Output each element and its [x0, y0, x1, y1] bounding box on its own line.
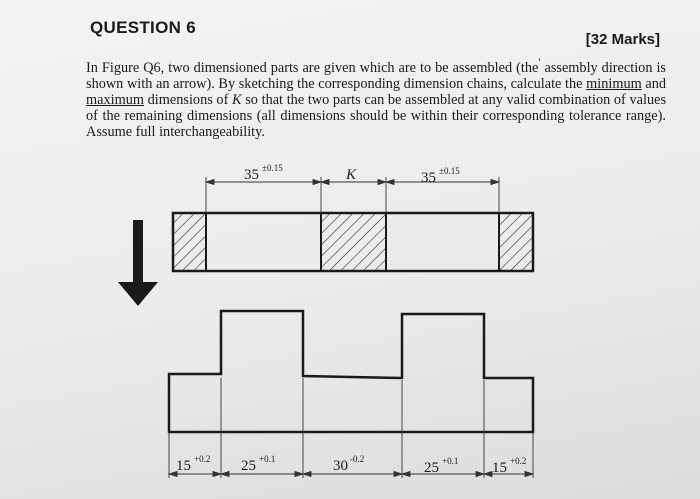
- bottom-dim-1-value: 15: [176, 458, 191, 474]
- bottom-dim-1-tol: +0.2: [194, 454, 211, 464]
- bottom-dim-2-value: 25: [241, 458, 256, 474]
- top-dim-3-value: 35: [421, 170, 436, 186]
- question-title: QUESTION 6: [90, 18, 196, 37]
- top-hatch-left: [173, 213, 206, 271]
- top-hatch-right: [499, 213, 533, 271]
- top-part: [173, 213, 533, 271]
- top-dim-3-tol: ±0.15: [439, 166, 460, 176]
- bottom-dim-5-value: 15: [492, 460, 507, 476]
- top-dim-k: K: [346, 167, 357, 183]
- text-k: K: [232, 91, 242, 108]
- top-dim-1-tol: ±0.15: [262, 163, 283, 173]
- text-minimum: minimum: [586, 75, 642, 92]
- bottom-dim-3-tol: -0.2: [350, 454, 365, 464]
- text-part-1: In Figure Q6, two dimensioned parts are given which are to be assembled (the: [86, 59, 539, 76]
- top-dim-1-value: 35: [244, 167, 259, 183]
- bottom-dim-5-tol: +0.2: [510, 456, 527, 466]
- text-maximum: maximum: [86, 91, 144, 108]
- question-marks: [32 Marks]: [585, 31, 660, 48]
- bottom-part: [169, 311, 533, 432]
- bottom-dim-4-tol: +0.1: [442, 456, 459, 466]
- text-part-2: assembly direction is shown with an arrow). By sketching the corresponding dimension chains, calculate the: [86, 59, 666, 92]
- text-part-3: dimensions of: [143, 91, 233, 108]
- bottom-dim-3-value: 30: [333, 458, 348, 474]
- assembly-direction-arrow: [118, 220, 158, 306]
- bottom-dim-2-tol: +0.1: [259, 454, 276, 464]
- bottom-dim-4-value: 25: [424, 460, 439, 476]
- text-apostrophe: ': [538, 55, 541, 69]
- top-dimension-labels: [244, 163, 460, 186]
- top-hatch-middle: [321, 213, 386, 271]
- text-and: and: [641, 75, 666, 92]
- text-part-4: so that the two parts can be assembled at any valid combination of values of the remaining dimensions (all dimensions should be within their corresponding tolerance range). Assume full interchangeability.: [86, 91, 667, 140]
